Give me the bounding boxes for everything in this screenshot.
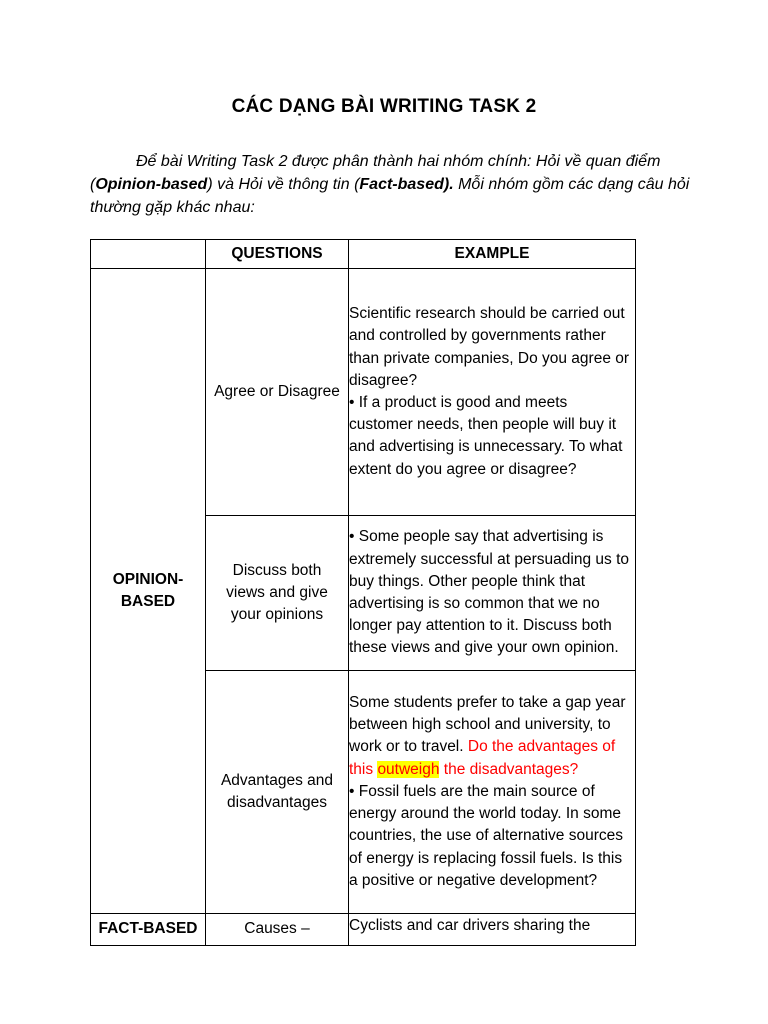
example-text: Cyclists and car drivers sharing the	[349, 917, 591, 934]
header-questions: QUESTIONS	[206, 240, 349, 269]
example-text-red: Do the advantages of this	[349, 738, 616, 778]
intro-part-1: Để bài Writing Task 2 được phân thành hai nhóm chính: Hỏi về quan điểm (	[90, 153, 661, 193]
example-cell	[349, 516, 636, 671]
question-type-label: Discuss both views and give your opinions	[226, 562, 328, 623]
example-cell	[349, 671, 636, 914]
example-text	[349, 692, 635, 781]
intro-opinion-based: Opinion-based	[95, 176, 208, 193]
intro-part-2: ) và Hỏi về thông tin (	[207, 176, 360, 193]
table-header-row	[91, 240, 636, 269]
example-text: Scientific research should be carried out and controlled by governments rather than private companies, Do you agree or disagree?	[349, 305, 630, 389]
header-blank	[91, 240, 206, 269]
group-opinion-label: OPINION-BASED	[112, 571, 184, 610]
intro-part-3: Mỗi nhóm gồm các dạng câu hỏi thường gặp khác nhau:	[90, 176, 690, 216]
page-title: CÁC DẠNG BÀI WRITING TASK 2	[231, 96, 537, 117]
example-text-highlight: outweigh	[377, 760, 440, 778]
example-text-plain: Some students prefer to take a gap year between high school and university, to work or to travel.	[349, 694, 626, 756]
table-row	[91, 914, 636, 946]
question-type-label: Advantages and disadvantages	[220, 772, 334, 811]
intro-fact-based: Fact-based).	[359, 176, 454, 193]
group-fact-based: FACT-BASED	[91, 914, 206, 946]
group-opinion-based	[91, 269, 206, 914]
example-text: • Fossil fuels are the main source of energy around the world today. In some countries, the use of alternative sources of energy is replacing fossil fuels. Is this a positive or negative development?	[349, 782, 623, 889]
example-text: • Some people say that advertising is extremely successful at persuading us to buy things. Other people think that advertising is so common that we no longer pay attention to it. Discuss both these views and give your own opinion.	[349, 528, 629, 657]
question-type	[206, 671, 349, 914]
example-text-red: the disadvantages?	[439, 760, 579, 778]
example-text: • If a product is good and meets customer needs, then people will buy it and advertising is unnecessary. To what extent do you agree or disagree?	[349, 394, 623, 478]
example-cell	[349, 914, 636, 946]
example-cell	[349, 269, 636, 516]
writing-task-table	[90, 239, 636, 946]
question-type: Causes –	[206, 914, 349, 946]
question-type: Agree or Disagree	[206, 269, 349, 516]
header-example: EXAMPLE	[349, 240, 636, 269]
table-row	[91, 269, 636, 516]
intro-paragraph	[90, 150, 690, 219]
question-type	[206, 516, 349, 671]
